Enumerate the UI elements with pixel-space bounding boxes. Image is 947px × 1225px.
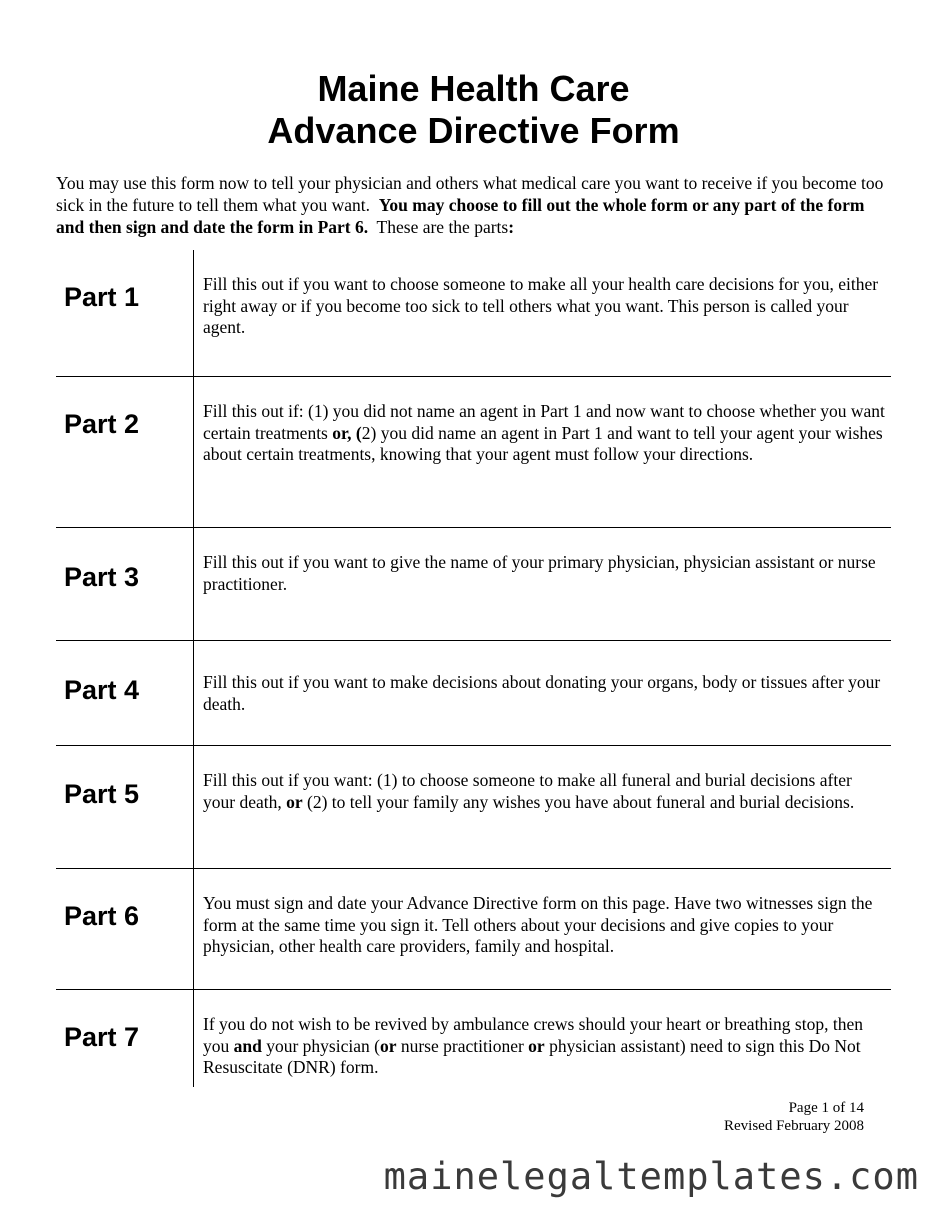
bold-segment: or	[286, 791, 303, 812]
text-segment: physician assistant) need to sign this Do Not Resuscitate (DNR) form.	[203, 1035, 861, 1077]
text-segment: Fill this out if: (1) you did not name an agent in Part 1 and now want to choose whether you want certain treatments	[203, 401, 885, 443]
part-row-4	[56, 640, 891, 745]
part-description	[194, 250, 891, 376]
part-row-1	[56, 250, 891, 376]
part-label: Part 7	[56, 990, 194, 1087]
part-description	[194, 990, 891, 1087]
text-segment: Fill this out if you want to give the name of your primary physician, physician assistant or nurse practitioner.	[203, 552, 876, 594]
part-label: Part 2	[56, 377, 194, 527]
part-row-3	[56, 527, 891, 640]
part-row-5	[56, 745, 891, 868]
part-label: Part 3	[56, 528, 194, 640]
text-segment: Fill this out if you want: (1) to choose someone to make all funeral and burial decisions after your death,	[203, 770, 852, 812]
bold-segment: and	[233, 1035, 262, 1056]
text-segment: Fill this out if you want to make decisions about donating your organs, body or tissues after your death.	[203, 672, 881, 714]
part-label: Part 6	[56, 869, 194, 989]
parts-table	[56, 250, 891, 1087]
part-description	[194, 528, 891, 640]
text-segment: If you do not wish to be revived by ambulance crews should your heart or breathing stop, then you	[203, 1014, 863, 1056]
intro-text-1: You may use this form now to tell your physician and others what medical care you want to receive if you become too sick in the future to tell them what you want.	[56, 173, 884, 215]
text-segment: 2) you did name an agent in Part 1 and want to tell your agent your wishes about certain treatments, knowing that your agent must follow your directions.	[203, 422, 883, 464]
part-description	[194, 641, 891, 745]
intro-text-2: These are the parts	[376, 217, 509, 237]
page-number: Page 1 of 14	[788, 1100, 864, 1116]
intro-paragraph	[56, 172, 892, 238]
bold-segment: or, (	[332, 422, 362, 443]
part-label: Part 5	[56, 746, 194, 868]
part-description	[194, 869, 891, 989]
revision-date: Revised February 2008	[724, 1118, 864, 1134]
part-row-6	[56, 868, 891, 989]
part-label: Part 1	[56, 250, 194, 376]
part-row-7	[56, 989, 891, 1087]
title-line-2: Advance Directive Form	[267, 110, 680, 151]
bold-segment: or	[528, 1035, 545, 1056]
intro-bold-1: You may choose to fill out the whole form or any part of the form and then sign and date the form in Part 6.	[56, 195, 865, 237]
title-line-1: Maine Health Care	[317, 68, 630, 109]
text-segment: nurse practitioner	[396, 1035, 529, 1056]
document-title	[0, 68, 947, 152]
text-segment: Fill this out if you want to choose someone to make all your health care decisions for you, either right away or if you become too sick to tell others what you want. This person is called your agent.	[203, 274, 879, 337]
text-segment: You must sign and date your Advance Directive form on this page. Have two witnesses sign the form at the same time you sign it. Tell others about your decisions and give copies to your physician, other health care providers, family and hospital.	[203, 893, 873, 956]
text-segment: your physician (	[261, 1035, 380, 1056]
text-segment: (2) to tell your family any wishes you have about funeral and burial decisions.	[302, 791, 855, 812]
site-watermark: mainelegaltemplates.com	[383, 1155, 919, 1198]
part-description	[194, 746, 891, 868]
part-label: Part 4	[56, 641, 194, 745]
part-description	[194, 377, 891, 527]
part-row-2	[56, 376, 891, 527]
intro-bold-2: :	[508, 217, 515, 237]
page-footer	[724, 1099, 864, 1135]
bold-segment: or	[379, 1035, 397, 1056]
